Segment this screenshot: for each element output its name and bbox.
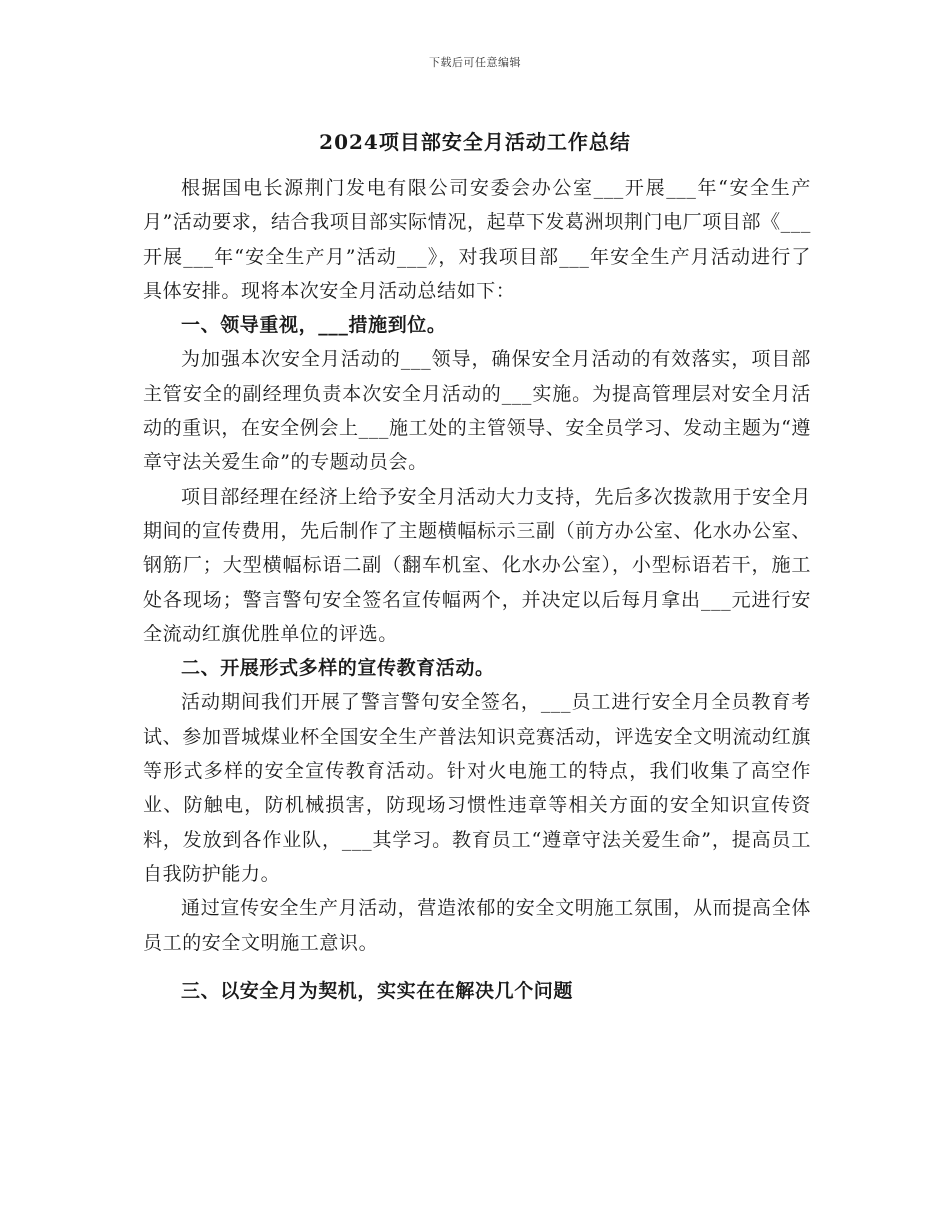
section-1-paragraph-1: 为加强本次安全月活动的___领导，确保安全月活动的有效落实，项目部主管安全的副经理负责本次安全月活动的___实施。为提高管理层对安全月活动的重识，在安全例会上___施工处的主管领导、安全员学习、发动主题为“遵章守法关爱生命”的专题动员会。 [143,348,811,474]
section-heading-1: 一、领导重视，___措施到位。 [181,314,447,337]
section-1-paragraph-2: 项目部经理在经济上给予安全月活动大力支持，先后多次拨款用于安全月期间的宣传费用，先后制作了主题横幅标示三副（前方办公室、化水办公室、钢筋厂；大型横幅标语二副（翻车机室、化水办公室），小型标语若干，施工处各现场；警言警句安全签名宣传幅两个，并决定以后每月拿出___元进行安全流动红旗优胜单位的评选。 [143,485,811,645]
header-note: 下载后可任意编辑 [429,56,521,69]
document-title: 2024项目部安全月活动工作总结 [319,130,631,154]
section-2-paragraph-2: 通过宣传安全生产月活动，营造浓郁的安全文明施工氛围，从而提高全体员工的安全文明施工意识。 [143,897,811,954]
intro-paragraph: 根据国电长源荆门发电有限公司安委会办公室___开展___年“安全生产月”活动要求，结合我项目部实际情况，起草下发葛洲坝荆门电厂项目部《___开展___年“安全生产月”活动___》，对我项目部___年安全生产月活动进行了具体安排。现将本次安全月活动总结如下： [143,177,811,302]
section-heading-3: 三、以安全月为契机，实实在在解决几个问题 [181,979,574,1002]
section-2-paragraph-1: 活动期间我们开展了警言警句安全签名，___员工进行安全月全员教育考试、参加晋城煤业杯全国安全生产普法知识竞赛活动，评选安全文明流动红旗等形式多样的安全宣传教育活动。针对火电施工的特点，我们收集了高空作业、防触电，防机械损害，防现场习惯性违章等相关方面的安全知识宣传资料，发放到各作业队，___其学习。教育员工“遵章守法关爱生命”，提高员工自我防护能力。 [143,691,811,885]
document-body [143,171,811,1008]
section-heading-2: 二、开展形式多样的宣传教育活动。 [181,657,495,680]
